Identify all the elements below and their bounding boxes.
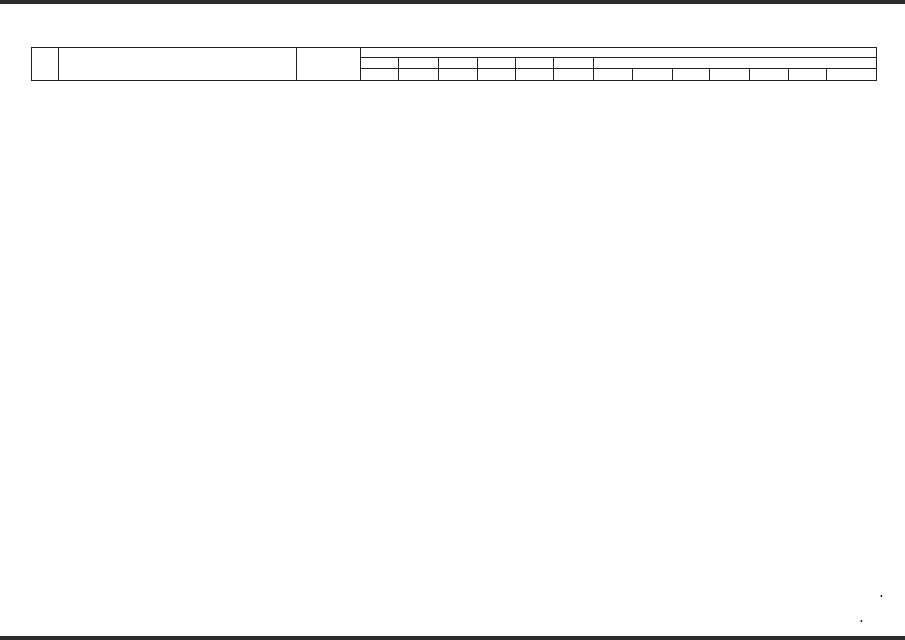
year-header: [788, 69, 827, 81]
col-unit-header: [296, 48, 360, 81]
year-header: [710, 69, 750, 81]
top-edge: [0, 0, 905, 4]
status-header: [477, 69, 515, 81]
status-header: [439, 69, 478, 81]
values-title: [360, 48, 876, 58]
year-header: [439, 58, 478, 69]
year-header: [632, 69, 672, 81]
status-header: [360, 69, 399, 81]
scan-mark: •: [880, 592, 883, 601]
year-header: [672, 69, 710, 81]
year-header: [827, 69, 877, 81]
year-header: [554, 58, 594, 69]
bottom-edge: [0, 636, 905, 640]
year-header: [749, 69, 788, 81]
year-header: [399, 58, 439, 69]
scan-mark: •: [860, 617, 863, 626]
year-header: [515, 58, 554, 69]
status-header: [515, 69, 554, 81]
year-header: [594, 69, 633, 81]
status-header: [554, 69, 594, 81]
status-header: [399, 69, 439, 81]
year-header: [477, 58, 515, 69]
col-name-header: [59, 48, 297, 81]
plan-title: [594, 58, 877, 69]
indicator-table-header: [31, 47, 877, 81]
year-header: [360, 58, 399, 69]
col-no-header: [32, 48, 59, 81]
